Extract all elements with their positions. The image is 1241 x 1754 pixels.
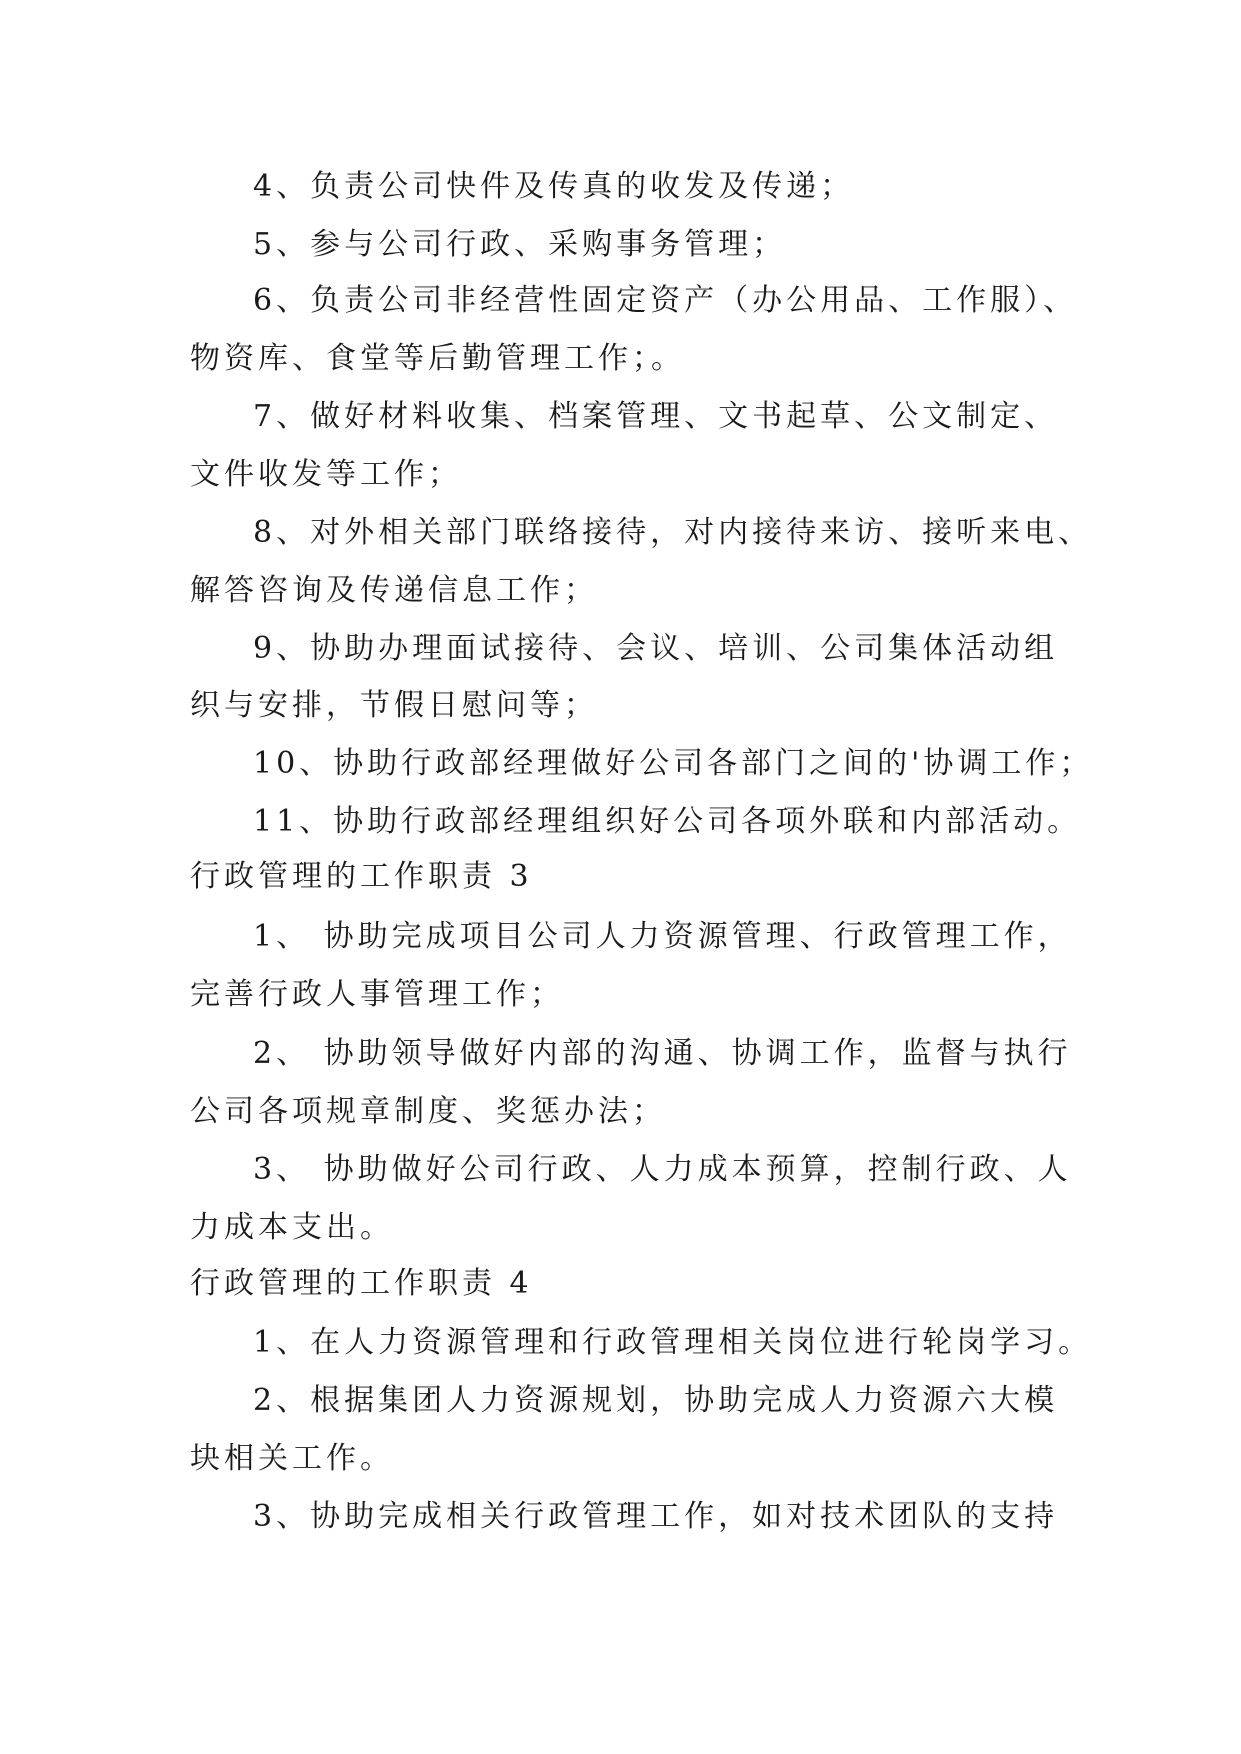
text-line: 6、负责公司非经营性固定资产（办公用品、工作服）、 bbox=[253, 283, 1078, 318]
text-line: 物资库、食堂等后勤管理工作；。 bbox=[190, 341, 685, 376]
text-line: 1、在人力资源管理和行政管理相关岗位进行轮岗学习。 bbox=[253, 1325, 1093, 1360]
text-line: 9、协助办理面试接待、会议、培训、公司集体活动组 bbox=[253, 631, 1059, 666]
section-heading: 行政管理的工作职责 4 bbox=[190, 1266, 533, 1301]
text-line: 解答咨询及传递信息工作； bbox=[190, 573, 598, 608]
text-line: 4、负责公司快件及传真的收发及传递； bbox=[253, 169, 855, 204]
text-line: 织与安排，节假日慰问等； bbox=[190, 688, 598, 723]
text-line: 8、对外相关部门联络接待，对内接待来访、接听来电、 bbox=[253, 515, 1093, 550]
text-line: 公司各项规章制度、奖惩办法； bbox=[190, 1094, 666, 1129]
text-line: 7、做好材料收集、档案管理、文书起草、公文制定、 bbox=[253, 399, 1059, 434]
text-line: 文件收发等工作； bbox=[190, 457, 462, 492]
text-line: 2、 协助领导做好内部的沟通、协调工作，监督与执行 bbox=[253, 1036, 1072, 1071]
text-line: 3、协助完成相关行政管理工作，如对技术团队的支持 bbox=[253, 1499, 1059, 1534]
text-line: 块相关工作。 bbox=[190, 1441, 394, 1476]
text-line: 10、协助行政部经理做好公司各部门之间的'协调工作； bbox=[253, 746, 1094, 781]
text-line: 11、协助行政部经理组织好公司各项外联和内部活动。 bbox=[253, 804, 1082, 839]
text-line: 力成本支出。 bbox=[190, 1210, 394, 1245]
text-line: 2、根据集团人力资源规划，协助完成人力资源六大模 bbox=[253, 1383, 1059, 1418]
text-line: 3、 协助做好公司行政、人力成本预算，控制行政、人 bbox=[253, 1152, 1072, 1187]
text-line: 1、 协助完成项目公司人力资源管理、行政管理工作， bbox=[253, 919, 1072, 954]
text-line: 5、参与公司行政、采购事务管理； bbox=[253, 227, 787, 262]
section-heading: 行政管理的工作职责 3 bbox=[190, 859, 533, 894]
text-line: 完善行政人事管理工作； bbox=[190, 977, 564, 1012]
